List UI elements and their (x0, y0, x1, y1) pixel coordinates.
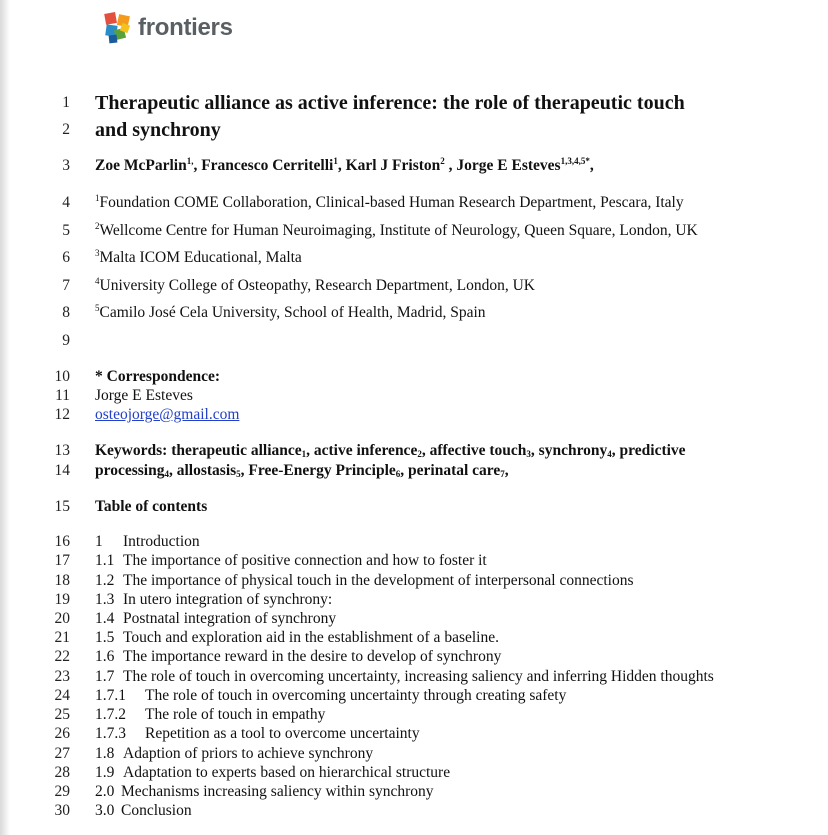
line-number: 7 (62, 277, 70, 294)
correspondence-name: Jorge E Esteves (95, 387, 193, 404)
toc-item-number: 1.4 (95, 610, 115, 627)
toc-item (95, 533, 200, 551)
line-number: 17 (54, 552, 70, 569)
line-number: 22 (54, 648, 70, 665)
line-number: 11 (55, 387, 70, 404)
toc-item-number: 1.6 (95, 648, 115, 665)
line-number: 21 (54, 629, 70, 646)
affiliation-text: University College of Osteopathy, Research Department, London, UK (99, 277, 535, 294)
line-number: 10 (54, 368, 70, 385)
line-number: 28 (54, 764, 70, 781)
toc-item-label: Adaptation to experts based on hierarchical structure (123, 764, 451, 781)
toc-item-label: Touch and exploration aid in the establishment of a baseline. (123, 629, 499, 646)
toc-item (95, 745, 373, 763)
affiliation (95, 222, 698, 240)
paper-title-line-1: Therapeutic alliance as active inference: the role of therapeutic touch (95, 92, 685, 114)
author-affiliation-mark: 1 (333, 156, 338, 166)
correspondence-email-link[interactable]: osteojorge@gmail.com (95, 406, 240, 423)
keyword: , affective touch (421, 442, 527, 459)
logo-wordmark: frontiers (138, 14, 233, 41)
author-separator: , (337, 157, 346, 174)
keyword: , synchrony (530, 442, 608, 459)
affiliation-text: Malta ICOM Educational, Malta (99, 249, 302, 266)
keyword: therapeutic alliance (167, 442, 302, 459)
correspondence-heading: * Correspondence: (95, 368, 220, 385)
affiliation-mark: 3 (95, 248, 100, 258)
author-separator: , (589, 157, 594, 174)
line-number: 18 (54, 572, 70, 589)
toc-item-label: Repetition as a tool to overcome uncertainty (145, 725, 420, 742)
line-number: 20 (54, 610, 70, 627)
affiliation (95, 277, 535, 295)
line-number: 9 (62, 332, 70, 349)
toc-item (95, 783, 434, 801)
page-edge-shadow (0, 0, 10, 835)
author-affiliation-mark: 1, (186, 156, 194, 166)
toc-item (95, 802, 192, 820)
toc-item-number: 1.1 (95, 552, 115, 569)
line-number: 25 (54, 706, 70, 723)
toc-item-number: 1.9 (95, 764, 115, 781)
toc-heading: Table of contents (95, 498, 208, 515)
toc-item (95, 706, 325, 724)
keyword-index: 1 (301, 449, 307, 459)
toc-item-label: The importance of physical touch in the development of interpersonal connections (123, 572, 634, 589)
author-name: Jorge E Esteves (456, 157, 561, 174)
keywords-line-2 (95, 462, 509, 480)
line-number: 2 (62, 121, 70, 138)
line-number: 24 (54, 687, 70, 704)
toc-item-number: 2.0 (95, 783, 115, 800)
frontiers-logo (103, 10, 233, 46)
toc-item (95, 668, 714, 686)
line-number: 16 (54, 533, 70, 550)
line-number: 19 (54, 591, 70, 608)
toc-item (95, 725, 420, 743)
line-number: 14 (54, 462, 70, 479)
keyword: , allostasis (168, 462, 237, 479)
keywords-label: Keywords: (95, 442, 168, 459)
toc-item (95, 648, 501, 666)
toc-item-label: Adaption of priors to achieve synchrony (123, 745, 374, 762)
affiliation-text: Wellcome Centre for Human Neuroimaging, Institute of Neurology, Queen Square, London, UK (99, 222, 698, 239)
keyword: , Free-Energy Principle (240, 462, 396, 479)
keyword: , perinatal care (400, 462, 501, 479)
author-name: Zoe McParlin (95, 157, 187, 174)
affiliation (95, 249, 302, 267)
line-number: 5 (62, 222, 70, 239)
toc-item-label: The importance of positive connection and how to foster it (123, 552, 487, 569)
toc-item-label: Mechanisms increasing saliency within synchrony (121, 783, 434, 800)
toc-item-number: 1.8 (95, 745, 115, 762)
author-affiliation-mark: 1,3,4,5* (560, 156, 590, 166)
keyword: , predictive (611, 442, 686, 459)
toc-item-number: 1.7.3 (95, 725, 126, 742)
line-number: 8 (62, 304, 70, 321)
keyword-index: 3 (526, 449, 531, 459)
line-number: 23 (54, 668, 70, 685)
affiliation-mark: 2 (95, 221, 100, 231)
toc-item-label: The role of touch in overcoming uncertainty through creating safety (145, 687, 567, 704)
toc-item (95, 764, 450, 782)
toc-item-label: In utero integration of synchrony: (123, 591, 333, 608)
keyword: , (504, 462, 509, 479)
keywords-line-1 (95, 442, 686, 460)
toc-item-number: 1.3 (95, 591, 115, 608)
toc-item-label: The role of touch in empathy (145, 706, 326, 723)
line-number: 12 (54, 406, 70, 423)
affiliation (95, 194, 684, 212)
toc-item (95, 591, 332, 609)
line-number: 15 (54, 498, 70, 515)
author-separator: , (193, 157, 202, 174)
keyword-index: 5 (236, 469, 241, 479)
author-name: Francesco Cerritelli (201, 157, 334, 174)
author-list (95, 157, 594, 175)
line-number: 1 (62, 94, 70, 111)
toc-item-number: 1.7 (95, 668, 115, 685)
affiliation-mark: 5 (95, 303, 100, 313)
line-number: 4 (62, 194, 70, 211)
author-affiliation-mark: 2 (440, 156, 445, 166)
toc-item-label: Introduction (123, 533, 200, 550)
author-name: Karl J Friston (345, 157, 441, 174)
toc-item (95, 610, 336, 628)
author-separator: , (444, 157, 457, 174)
keyword-index: 2 (417, 449, 422, 459)
affiliation-mark: 4 (95, 276, 100, 286)
line-number: 3 (62, 157, 70, 174)
paper-title-line-2: and synchrony (95, 119, 221, 141)
toc-item-number: 1.7.2 (95, 706, 126, 723)
keyword-index: 4 (607, 449, 612, 459)
affiliation (95, 304, 486, 322)
toc-item-label: The role of touch in overcoming uncertainty, increasing saliency and inferring Hidden thoughts (123, 668, 714, 685)
toc-item (95, 687, 566, 705)
line-number: 6 (62, 249, 70, 266)
toc-item-number: 1.5 (95, 629, 115, 646)
affiliation-mark: 1 (95, 193, 100, 203)
keyword-index: 4 (164, 469, 169, 479)
keyword: processing (95, 462, 165, 479)
line-number: 26 (54, 725, 70, 742)
toc-item-label: Postnatal integration of synchrony (123, 610, 337, 627)
keyword-index: 6 (395, 469, 401, 479)
line-number: 30 (54, 802, 70, 819)
toc-item-number: 1 (95, 533, 103, 550)
frontiers-logo-icon (103, 11, 133, 45)
keyword: , active inference (306, 442, 418, 459)
line-number: 29 (54, 783, 70, 800)
line-number: 27 (54, 745, 70, 762)
keyword-index: 7 (500, 469, 505, 479)
toc-item-label: Conclusion (121, 802, 192, 819)
toc-item (95, 629, 499, 647)
toc-item-number: 1.7.1 (95, 687, 126, 704)
toc-item-number: 3.0 (95, 802, 115, 819)
affiliation-text: Camilo José Cela University, School of Health, Madrid, Spain (99, 304, 486, 321)
toc-item (95, 572, 633, 590)
toc-item (95, 552, 487, 570)
toc-item-number: 1.2 (95, 572, 115, 589)
affiliation-text: Foundation COME Collaboration, Clinical-based Human Research Department, Pescara, Italy (99, 194, 684, 211)
toc-item-label: The importance reward in the desire to develop of synchrony (123, 648, 502, 665)
line-number: 13 (54, 442, 70, 459)
